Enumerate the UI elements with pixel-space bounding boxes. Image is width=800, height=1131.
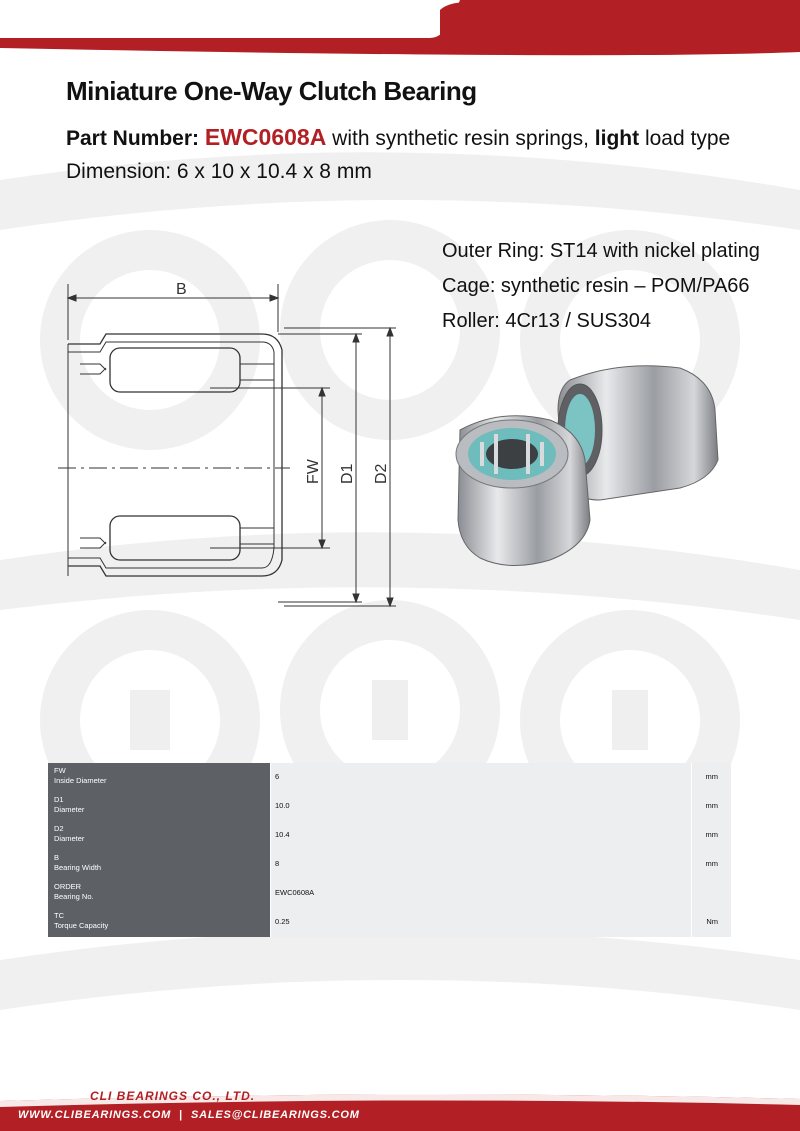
row-label: TC Torque Capacity xyxy=(48,908,270,937)
row-unit: Nm xyxy=(691,908,731,937)
row-value: 6 xyxy=(270,763,691,792)
footer-website-link[interactable]: WWW.CLIBEARINGS.COM xyxy=(18,1109,172,1121)
label-b: B xyxy=(176,281,187,298)
table-row xyxy=(48,763,731,792)
page-title: Miniature One-Way Clutch Bearing xyxy=(66,76,477,106)
row-label: B Bearing Width xyxy=(48,850,270,879)
footer-contacts xyxy=(18,1109,360,1121)
dimension-value: 6 x 10 x 10.4 x 8 mm xyxy=(176,160,372,183)
footer-email-link[interactable]: SALES@CLIBEARINGS.COM xyxy=(190,1109,360,1121)
part-number-value: EWC0608A xyxy=(204,124,327,150)
row-unit: mm xyxy=(691,792,731,821)
cross-section-drawing xyxy=(40,270,420,620)
table-row xyxy=(48,792,731,821)
row-value: 0.25 xyxy=(270,908,691,937)
row-label: ORDER Bearing No. xyxy=(48,879,270,908)
row-label: FW Inside Diameter xyxy=(48,763,270,792)
footer-company-name: CLI BEARINGS CO., LTD. xyxy=(90,1089,256,1103)
row-value: 10.4 xyxy=(270,821,691,850)
label-fw: FW xyxy=(305,459,322,484)
table-row xyxy=(48,879,731,908)
row-value: 10.0 xyxy=(270,792,691,821)
row-value: 8 xyxy=(270,850,691,879)
load-type-emphasis: light xyxy=(594,127,640,150)
row-label: D1 Diameter xyxy=(48,792,270,821)
product-photo xyxy=(440,350,730,580)
table-row xyxy=(48,908,731,937)
spec-cage: Cage: synthetic resin – POM/PA66 xyxy=(442,275,750,297)
table-row xyxy=(48,850,731,879)
part-number-line xyxy=(66,124,730,151)
row-label: D2 Diameter xyxy=(48,821,270,850)
header-banner xyxy=(0,0,800,60)
part-number-label: Part Number: xyxy=(66,127,200,150)
specification-table xyxy=(48,763,731,937)
spec-roller: Roller: 4Cr13 / SUS304 xyxy=(442,310,651,332)
label-d2: D2 xyxy=(373,463,390,484)
table-row xyxy=(48,821,731,850)
load-type-suffix: load type xyxy=(644,127,731,150)
dimension-line xyxy=(66,160,372,184)
row-value: EWC0608A xyxy=(270,879,691,908)
row-unit: mm xyxy=(691,821,731,850)
row-unit: mm xyxy=(691,850,731,879)
spec-outer-ring: Outer Ring: ST14 with nickel plating xyxy=(442,240,760,262)
row-unit: mm xyxy=(691,763,731,792)
dimension-label: Dimension: xyxy=(66,160,172,183)
part-description: with synthetic resin springs, xyxy=(332,127,589,150)
label-d1: D1 xyxy=(339,463,356,484)
footer-separator: | xyxy=(179,1109,183,1121)
row-unit xyxy=(691,879,731,908)
